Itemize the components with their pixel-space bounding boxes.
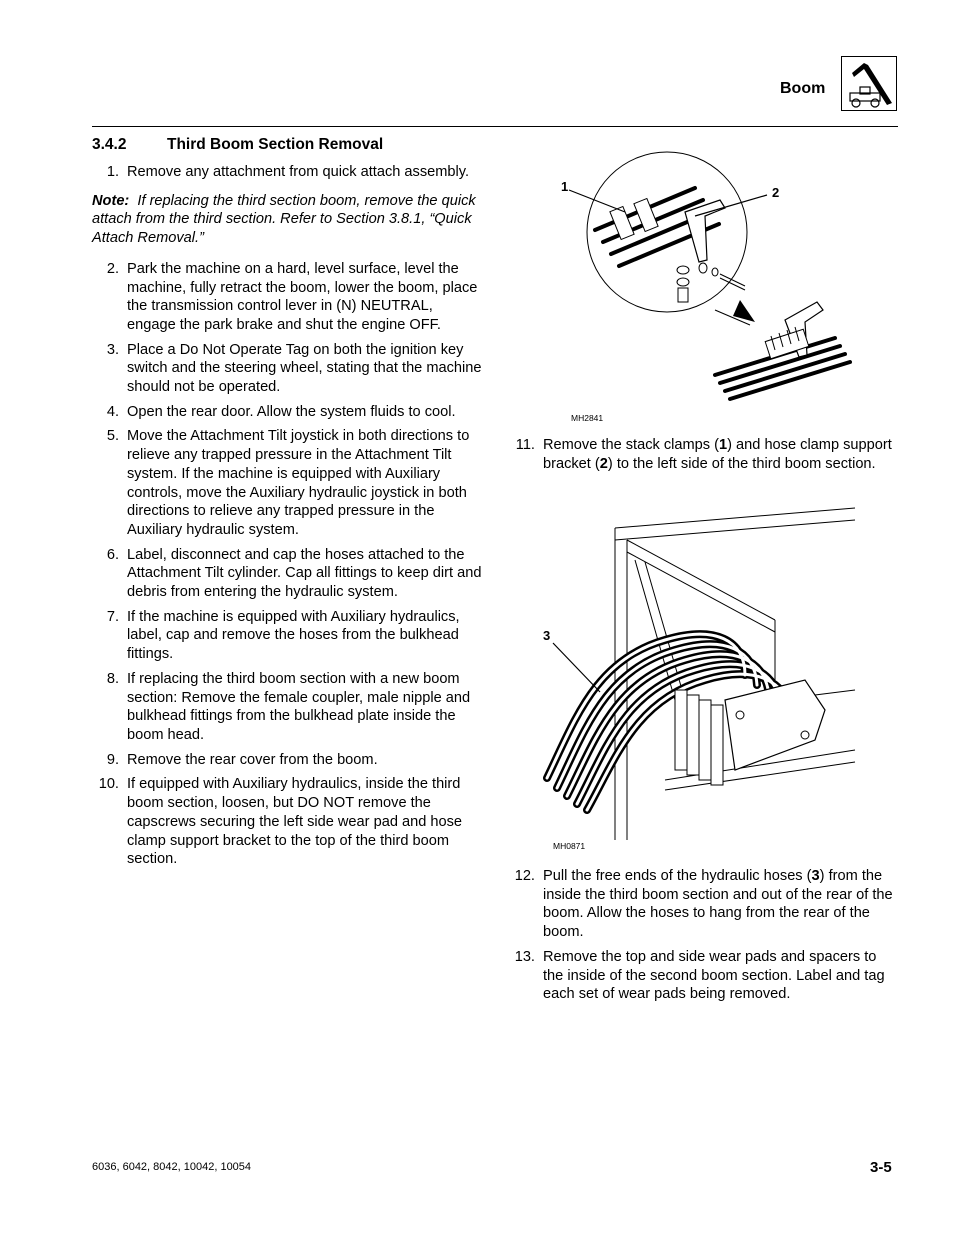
step-2 — [92, 260, 484, 335]
note-text: If replacing the third section boom, remove the quick attach from the third section. Refer to Section 3.8.1, “Quick Attach Removal.” — [92, 192, 476, 247]
step-text: If the machine is equipped with Auxiliary hydraulics, label, cap and remove the hoses from the bulkhead fittings. — [127, 608, 460, 663]
step-text: If replacing the third boom section with a new boom section: Remove the female coupler, male nipple and bulkhead fittings from the bulkhead plate inside the boom head. — [127, 670, 471, 743]
right-column — [508, 436, 900, 479]
section-heading — [92, 136, 383, 154]
step-12 — [508, 867, 900, 942]
step-number: 8. — [106, 670, 119, 687]
figure-2-caption: MH0871 — [553, 841, 586, 851]
step-4 — [92, 403, 484, 422]
step-text: Remove any attachment from quick attach assembly. — [127, 164, 470, 180]
step-text: Pull the free ends of the hydraulic hoses (3) from the inside the third boom section and out of the rear of the boom. Allow the hoses to hang from the rear of the boom. — [543, 868, 893, 941]
step-text: If equipped with Auxiliary hydraulics, inside the third boom section, loosen, but DO NOT remove the capscrews securing the left side wear pad and hose clamp support bracket to the top of the third boom section. — [127, 776, 463, 868]
step-number: 5. — [106, 428, 119, 445]
step-text: Remove the rear cover from the boom. — [127, 751, 378, 768]
step-number: 4. — [106, 403, 119, 420]
step-number: 1. — [106, 164, 119, 180]
callout-2: 2 — [772, 185, 780, 200]
right-column-lower — [508, 867, 900, 1010]
section-title: Third Boom Section Removal — [167, 136, 384, 153]
step-text: Label, disconnect and cap the hoses attached to the Attachment Tilt cylinder. Cap all fittings to keep dirt and debris from entering the hydraulic system. — [127, 546, 482, 601]
header-title: Boom — [780, 80, 826, 97]
note-label: Note: — [92, 192, 130, 209]
step-number: 13. — [514, 948, 535, 965]
step-6 — [92, 546, 484, 602]
figure-hydraulic-hoses — [535, 500, 855, 840]
step-3 — [92, 341, 484, 397]
step-number: 7. — [106, 608, 119, 625]
step-5 — [92, 427, 484, 539]
section-number: 3.4.2 — [92, 136, 127, 153]
step-7 — [92, 608, 484, 664]
step-text: Open the rear door. Allow the system fluids to cool. — [127, 403, 456, 420]
callout-1: 1 — [561, 179, 569, 194]
page-number: 3-5 — [870, 1159, 892, 1176]
step-text: Remove the top and side wear pads and spacers to the inside of the second boom section. Label and tag each set of wear pads being removed. — [543, 948, 885, 1003]
step-text: Remove the stack clamps (1) and hose clamp support bracket (2) to the left side of the third boom section. — [543, 437, 892, 472]
step-number: 2. — [106, 260, 119, 277]
step-1 — [92, 163, 484, 182]
step-text: Place a Do Not Operate Tag on both the ignition key switch and the steering wheel, stating that the machine should not be operated. — [127, 341, 482, 396]
step-number: 3. — [106, 341, 119, 358]
note — [92, 192, 484, 248]
header-divider — [92, 126, 898, 127]
step-13 — [508, 948, 900, 1004]
figure-1-caption: MH2841 — [571, 413, 604, 423]
step-9 — [92, 751, 484, 770]
left-column — [92, 163, 484, 875]
step-number: 6. — [106, 546, 119, 563]
step-number: 10. — [98, 776, 119, 793]
step-8 — [92, 670, 484, 745]
step-text: Park the machine on a hard, level surface, level the machine, fully retract the boom, lower the boom, place the transmission control lever in (N) NEUTRAL, engage the park brake and shut the engine OFF. — [127, 260, 478, 333]
step-number: 9. — [106, 751, 119, 768]
figure-stack-clamps — [555, 150, 855, 410]
step-number: 12. — [514, 868, 535, 884]
boom-machine-icon — [841, 56, 897, 111]
step-11 — [508, 436, 900, 473]
step-text: Move the Attachment Tilt joystick in both directions to relieve any trapped pressure in the Attachment Tilt system. If the machine is equipped with Auxiliary controls, move the Auxiliary hydraulic joystick in both directions to relieve any trapped pressure in the Auxiliary hydraulic system. — [127, 428, 470, 538]
step-10 — [92, 775, 484, 869]
callout-3: 3 — [543, 628, 551, 643]
footer-model-list: 6036, 6042, 8042, 10042, 10054 — [92, 1161, 252, 1173]
step-number: 11. — [515, 437, 535, 453]
